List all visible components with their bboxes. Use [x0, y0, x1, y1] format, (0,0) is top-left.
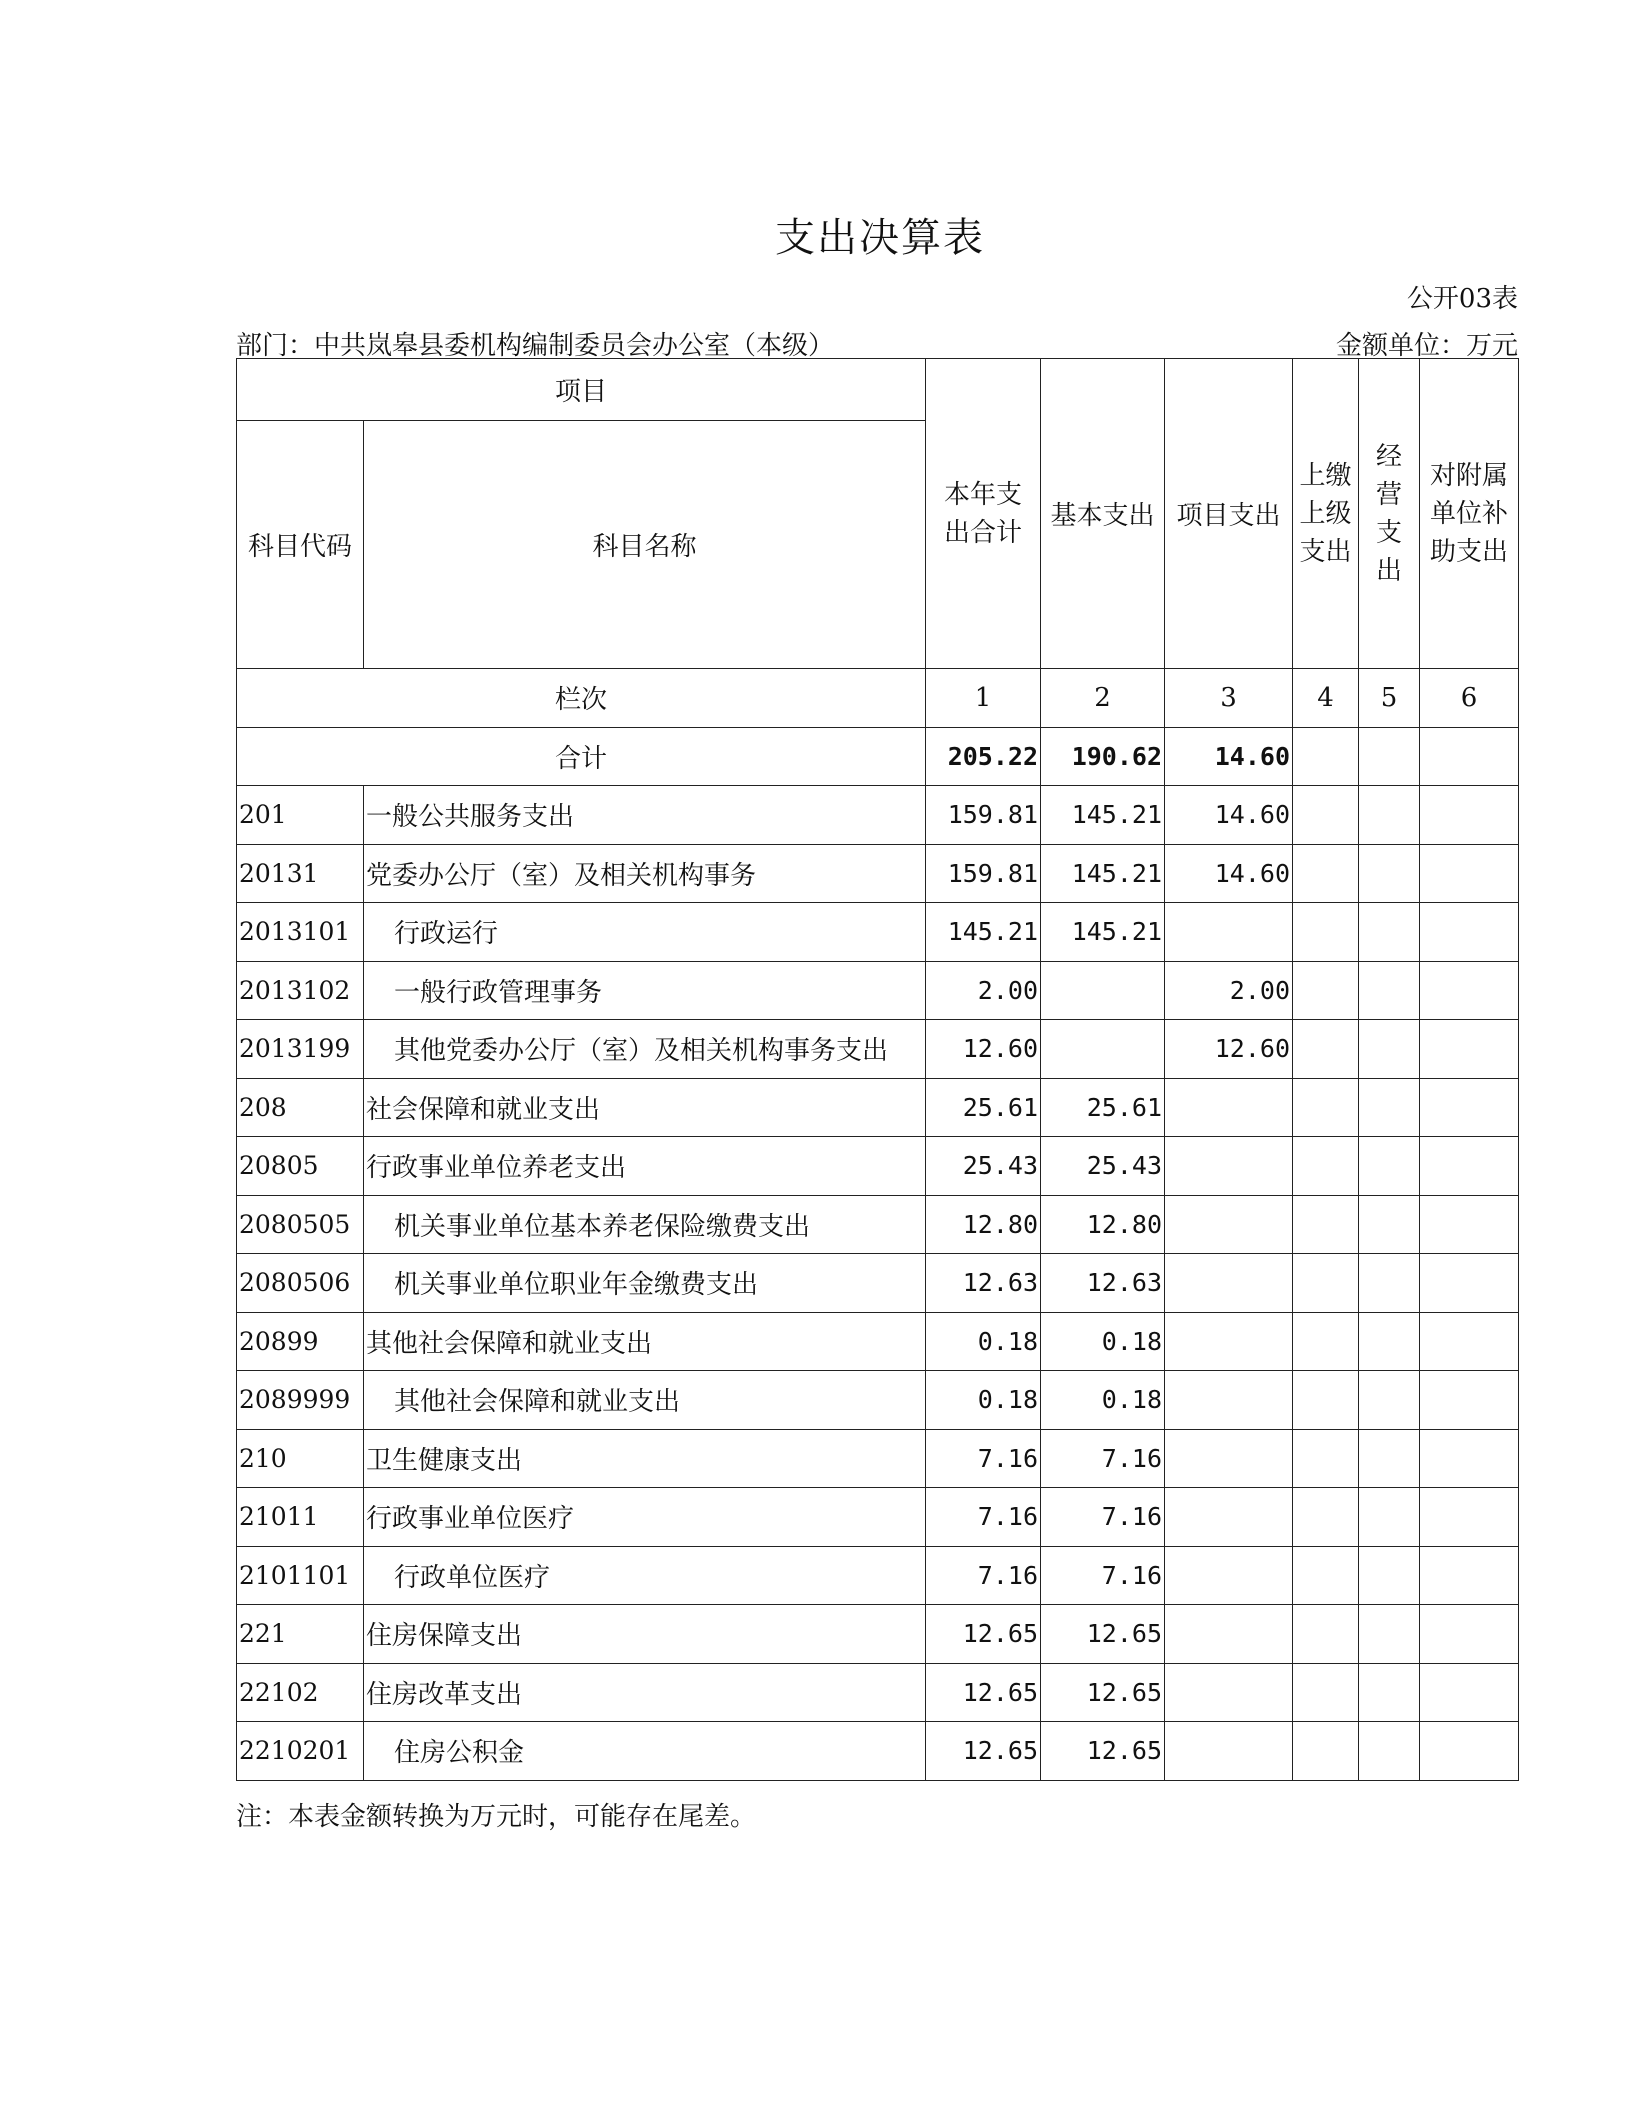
- row-c4: [1293, 1605, 1359, 1664]
- row-name: 行政事业单位养老支出: [364, 1137, 926, 1196]
- row-code: 2013101: [237, 903, 364, 962]
- row-c1: 12.80: [926, 1195, 1041, 1254]
- row-name: 卫生健康支出: [364, 1429, 926, 1488]
- row-c6: [1420, 1722, 1519, 1781]
- data-rows: [237, 786, 1519, 1781]
- row-c6: [1420, 1605, 1519, 1664]
- row-code: 20131: [237, 844, 364, 903]
- total-c1: 205.22: [926, 727, 1041, 786]
- column-index: 1: [926, 669, 1041, 728]
- row-c2: 12.63: [1041, 1254, 1165, 1313]
- row-c4: [1293, 1312, 1359, 1371]
- table-row: [237, 1371, 1519, 1430]
- row-c5: [1359, 844, 1420, 903]
- row-c3: [1165, 1546, 1293, 1605]
- row-name: 党委办公厅（室）及相关机构事务: [364, 844, 926, 903]
- row-c5: [1359, 1546, 1420, 1605]
- row-c5: [1359, 1195, 1420, 1254]
- table-note: 注：本表金额转换为万元时，可能存在尾差。: [236, 1802, 757, 1832]
- header-col4-text: 上缴上级支出: [1299, 460, 1352, 567]
- row-code: 2089999: [237, 1371, 364, 1430]
- row-name: 一般行政管理事务: [364, 961, 926, 1020]
- row-name: 一般公共服务支出: [364, 786, 926, 845]
- row-c5: [1359, 961, 1420, 1020]
- row-c4: [1293, 1195, 1359, 1254]
- row-code: 2101101: [237, 1546, 364, 1605]
- row-c4: [1293, 1020, 1359, 1079]
- row-name: 住房改革支出: [364, 1663, 926, 1722]
- row-code: 221: [237, 1605, 364, 1664]
- row-c2: 12.65: [1041, 1605, 1165, 1664]
- row-c5: [1359, 1137, 1420, 1196]
- row-c6: [1420, 961, 1519, 1020]
- total-c4: [1293, 727, 1359, 786]
- row-c1: 0.18: [926, 1312, 1041, 1371]
- expenditure-table: [236, 358, 1519, 1781]
- total-c5: [1359, 727, 1420, 786]
- row-c3: [1165, 1137, 1293, 1196]
- row-c3: [1165, 1254, 1293, 1313]
- row-c6: [1420, 1078, 1519, 1137]
- row-c4: [1293, 786, 1359, 845]
- table-row: [237, 1312, 1519, 1371]
- row-c1: 7.16: [926, 1429, 1041, 1488]
- total-c2: 190.62: [1041, 727, 1165, 786]
- table-row: [237, 1722, 1519, 1781]
- row-c4: [1293, 961, 1359, 1020]
- row-c5: [1359, 1663, 1420, 1722]
- header-col1: [926, 359, 1041, 669]
- total-c3: 14.60: [1165, 727, 1293, 786]
- row-c1: 12.65: [926, 1663, 1041, 1722]
- table-row: [237, 1429, 1519, 1488]
- row-c2: [1041, 961, 1165, 1020]
- row-c1: 7.16: [926, 1488, 1041, 1547]
- row-c2: 0.18: [1041, 1371, 1165, 1430]
- row-c6: [1420, 1488, 1519, 1547]
- row-c4: [1293, 844, 1359, 903]
- row-code: 2210201: [237, 1722, 364, 1781]
- row-c4: [1293, 1663, 1359, 1722]
- row-c3: 14.60: [1165, 786, 1293, 845]
- header-col5-text: 经营支出: [1376, 441, 1403, 586]
- row-c6: [1420, 1546, 1519, 1605]
- row-c6: [1420, 903, 1519, 962]
- row-c3: [1165, 1371, 1293, 1430]
- column-index: 5: [1359, 669, 1420, 728]
- row-c2: 25.43: [1041, 1137, 1165, 1196]
- department-label: 部门：中共岚皋县委机构编制委员会办公室（本级）: [236, 331, 835, 361]
- table-row: [237, 1488, 1519, 1547]
- row-code: 2013102: [237, 961, 364, 1020]
- row-c4: [1293, 1546, 1359, 1605]
- header-col5: [1359, 359, 1420, 669]
- table-row: [237, 1546, 1519, 1605]
- table-row: [237, 1078, 1519, 1137]
- table-row: [237, 1254, 1519, 1313]
- form-number: 公开03表: [1406, 284, 1518, 314]
- row-c5: [1359, 903, 1420, 962]
- row-c5: [1359, 1605, 1420, 1664]
- row-c2: 12.65: [1041, 1722, 1165, 1781]
- row-code: 21011: [237, 1488, 364, 1547]
- row-c3: [1165, 1663, 1293, 1722]
- row-c4: [1293, 1254, 1359, 1313]
- row-c3: 2.00: [1165, 961, 1293, 1020]
- row-name: 住房公积金: [364, 1722, 926, 1781]
- row-c1: 159.81: [926, 844, 1041, 903]
- row-c1: 2.00: [926, 961, 1041, 1020]
- row-c1: 12.63: [926, 1254, 1041, 1313]
- row-c1: 145.21: [926, 903, 1041, 962]
- row-c2: 7.16: [1041, 1429, 1165, 1488]
- row-c3: 12.60: [1165, 1020, 1293, 1079]
- row-c1: 7.16: [926, 1546, 1041, 1605]
- header-col6: [1420, 359, 1519, 669]
- column-index: 3: [1165, 669, 1293, 728]
- row-c2: 12.80: [1041, 1195, 1165, 1254]
- row-c5: [1359, 1371, 1420, 1430]
- row-c5: [1359, 1722, 1420, 1781]
- table-row: [237, 961, 1519, 1020]
- header-row-project: [237, 359, 1519, 421]
- row-name: 行政运行: [364, 903, 926, 962]
- header-name: 科目名称: [364, 421, 926, 669]
- row-c1: 12.60: [926, 1020, 1041, 1079]
- row-c4: [1293, 1429, 1359, 1488]
- row-c6: [1420, 1663, 1519, 1722]
- row-name: 机关事业单位基本养老保险缴费支出: [364, 1195, 926, 1254]
- row-c4: [1293, 1722, 1359, 1781]
- row-c2: 25.61: [1041, 1078, 1165, 1137]
- header-col3: 项目支出: [1165, 359, 1293, 669]
- row-code: 208: [237, 1078, 364, 1137]
- total-row: [237, 727, 1519, 786]
- row-c5: [1359, 786, 1420, 845]
- row-c2: 12.65: [1041, 1663, 1165, 1722]
- row-c3: [1165, 1312, 1293, 1371]
- row-c3: [1165, 1605, 1293, 1664]
- row-c6: [1420, 1429, 1519, 1488]
- row-c6: [1420, 1137, 1519, 1196]
- column-index-row: [237, 669, 1519, 728]
- row-c4: [1293, 1137, 1359, 1196]
- row-code: 22102: [237, 1663, 364, 1722]
- column-index-label: 栏次: [237, 669, 926, 728]
- table-row: [237, 1195, 1519, 1254]
- total-c6: [1420, 727, 1519, 786]
- row-c3: [1165, 1195, 1293, 1254]
- row-name: 社会保障和就业支出: [364, 1078, 926, 1137]
- row-c1: 12.65: [926, 1605, 1041, 1664]
- row-c2: 7.16: [1041, 1546, 1165, 1605]
- row-name: 其他党委办公厅（室）及相关机构事务支出: [364, 1020, 926, 1079]
- row-c6: [1420, 1020, 1519, 1079]
- header-col6-text: 对附属单位补助支出: [1430, 460, 1509, 567]
- row-c6: [1420, 1371, 1519, 1430]
- page-title: 支出决算表: [775, 215, 985, 261]
- row-c1: 25.61: [926, 1078, 1041, 1137]
- table-row: [237, 1663, 1519, 1722]
- row-c4: [1293, 903, 1359, 962]
- header-project: 项目: [237, 359, 926, 421]
- row-c1: 159.81: [926, 786, 1041, 845]
- table-row: [237, 1020, 1519, 1079]
- row-name: 机关事业单位职业年金缴费支出: [364, 1254, 926, 1313]
- header-col2: 基本支出: [1041, 359, 1165, 669]
- row-c5: [1359, 1078, 1420, 1137]
- row-c2: 145.21: [1041, 903, 1165, 962]
- header-col1-text: 本年支出合计: [944, 479, 1023, 548]
- row-c2: [1041, 1020, 1165, 1079]
- row-name: 其他社会保障和就业支出: [364, 1371, 926, 1430]
- row-c4: [1293, 1371, 1359, 1430]
- column-index: 2: [1041, 669, 1165, 728]
- row-code: 2013199: [237, 1020, 364, 1079]
- row-c3: 14.60: [1165, 844, 1293, 903]
- row-c5: [1359, 1312, 1420, 1371]
- row-code: 20805: [237, 1137, 364, 1196]
- row-code: 210: [237, 1429, 364, 1488]
- row-c1: 12.65: [926, 1722, 1041, 1781]
- table-row: [237, 786, 1519, 845]
- row-c2: 7.16: [1041, 1488, 1165, 1547]
- row-c1: 0.18: [926, 1371, 1041, 1430]
- table-row: [237, 1137, 1519, 1196]
- row-code: 2080506: [237, 1254, 364, 1313]
- row-c5: [1359, 1429, 1420, 1488]
- row-c4: [1293, 1488, 1359, 1547]
- header-col4: [1293, 359, 1359, 669]
- column-index: 4: [1293, 669, 1359, 728]
- row-name: 其他社会保障和就业支出: [364, 1312, 926, 1371]
- row-c6: [1420, 1195, 1519, 1254]
- row-c6: [1420, 1312, 1519, 1371]
- row-name: 行政单位医疗: [364, 1546, 926, 1605]
- column-index: 6: [1420, 669, 1519, 728]
- row-name: 行政事业单位医疗: [364, 1488, 926, 1547]
- row-code: 2080505: [237, 1195, 364, 1254]
- row-c5: [1359, 1488, 1420, 1547]
- table-row: [237, 1605, 1519, 1664]
- row-code: 20899: [237, 1312, 364, 1371]
- row-c2: 0.18: [1041, 1312, 1165, 1371]
- row-c6: [1420, 844, 1519, 903]
- table-row: [237, 903, 1519, 962]
- row-code: 201: [237, 786, 364, 845]
- row-c5: [1359, 1254, 1420, 1313]
- row-c4: [1293, 1078, 1359, 1137]
- row-name: 住房保障支出: [364, 1605, 926, 1664]
- row-c3: [1165, 1429, 1293, 1488]
- row-c3: [1165, 1078, 1293, 1137]
- row-c5: [1359, 1020, 1420, 1079]
- row-c2: 145.21: [1041, 844, 1165, 903]
- total-label: 合计: [237, 727, 926, 786]
- row-c3: [1165, 903, 1293, 962]
- row-c2: 145.21: [1041, 786, 1165, 845]
- row-c3: [1165, 1722, 1293, 1781]
- row-c6: [1420, 786, 1519, 845]
- row-c6: [1420, 1254, 1519, 1313]
- row-c3: [1165, 1488, 1293, 1547]
- unit-label: 金额单位：万元: [1335, 331, 1518, 361]
- header-code: 科目代码: [237, 421, 364, 669]
- table-row: [237, 844, 1519, 903]
- row-c1: 25.43: [926, 1137, 1041, 1196]
